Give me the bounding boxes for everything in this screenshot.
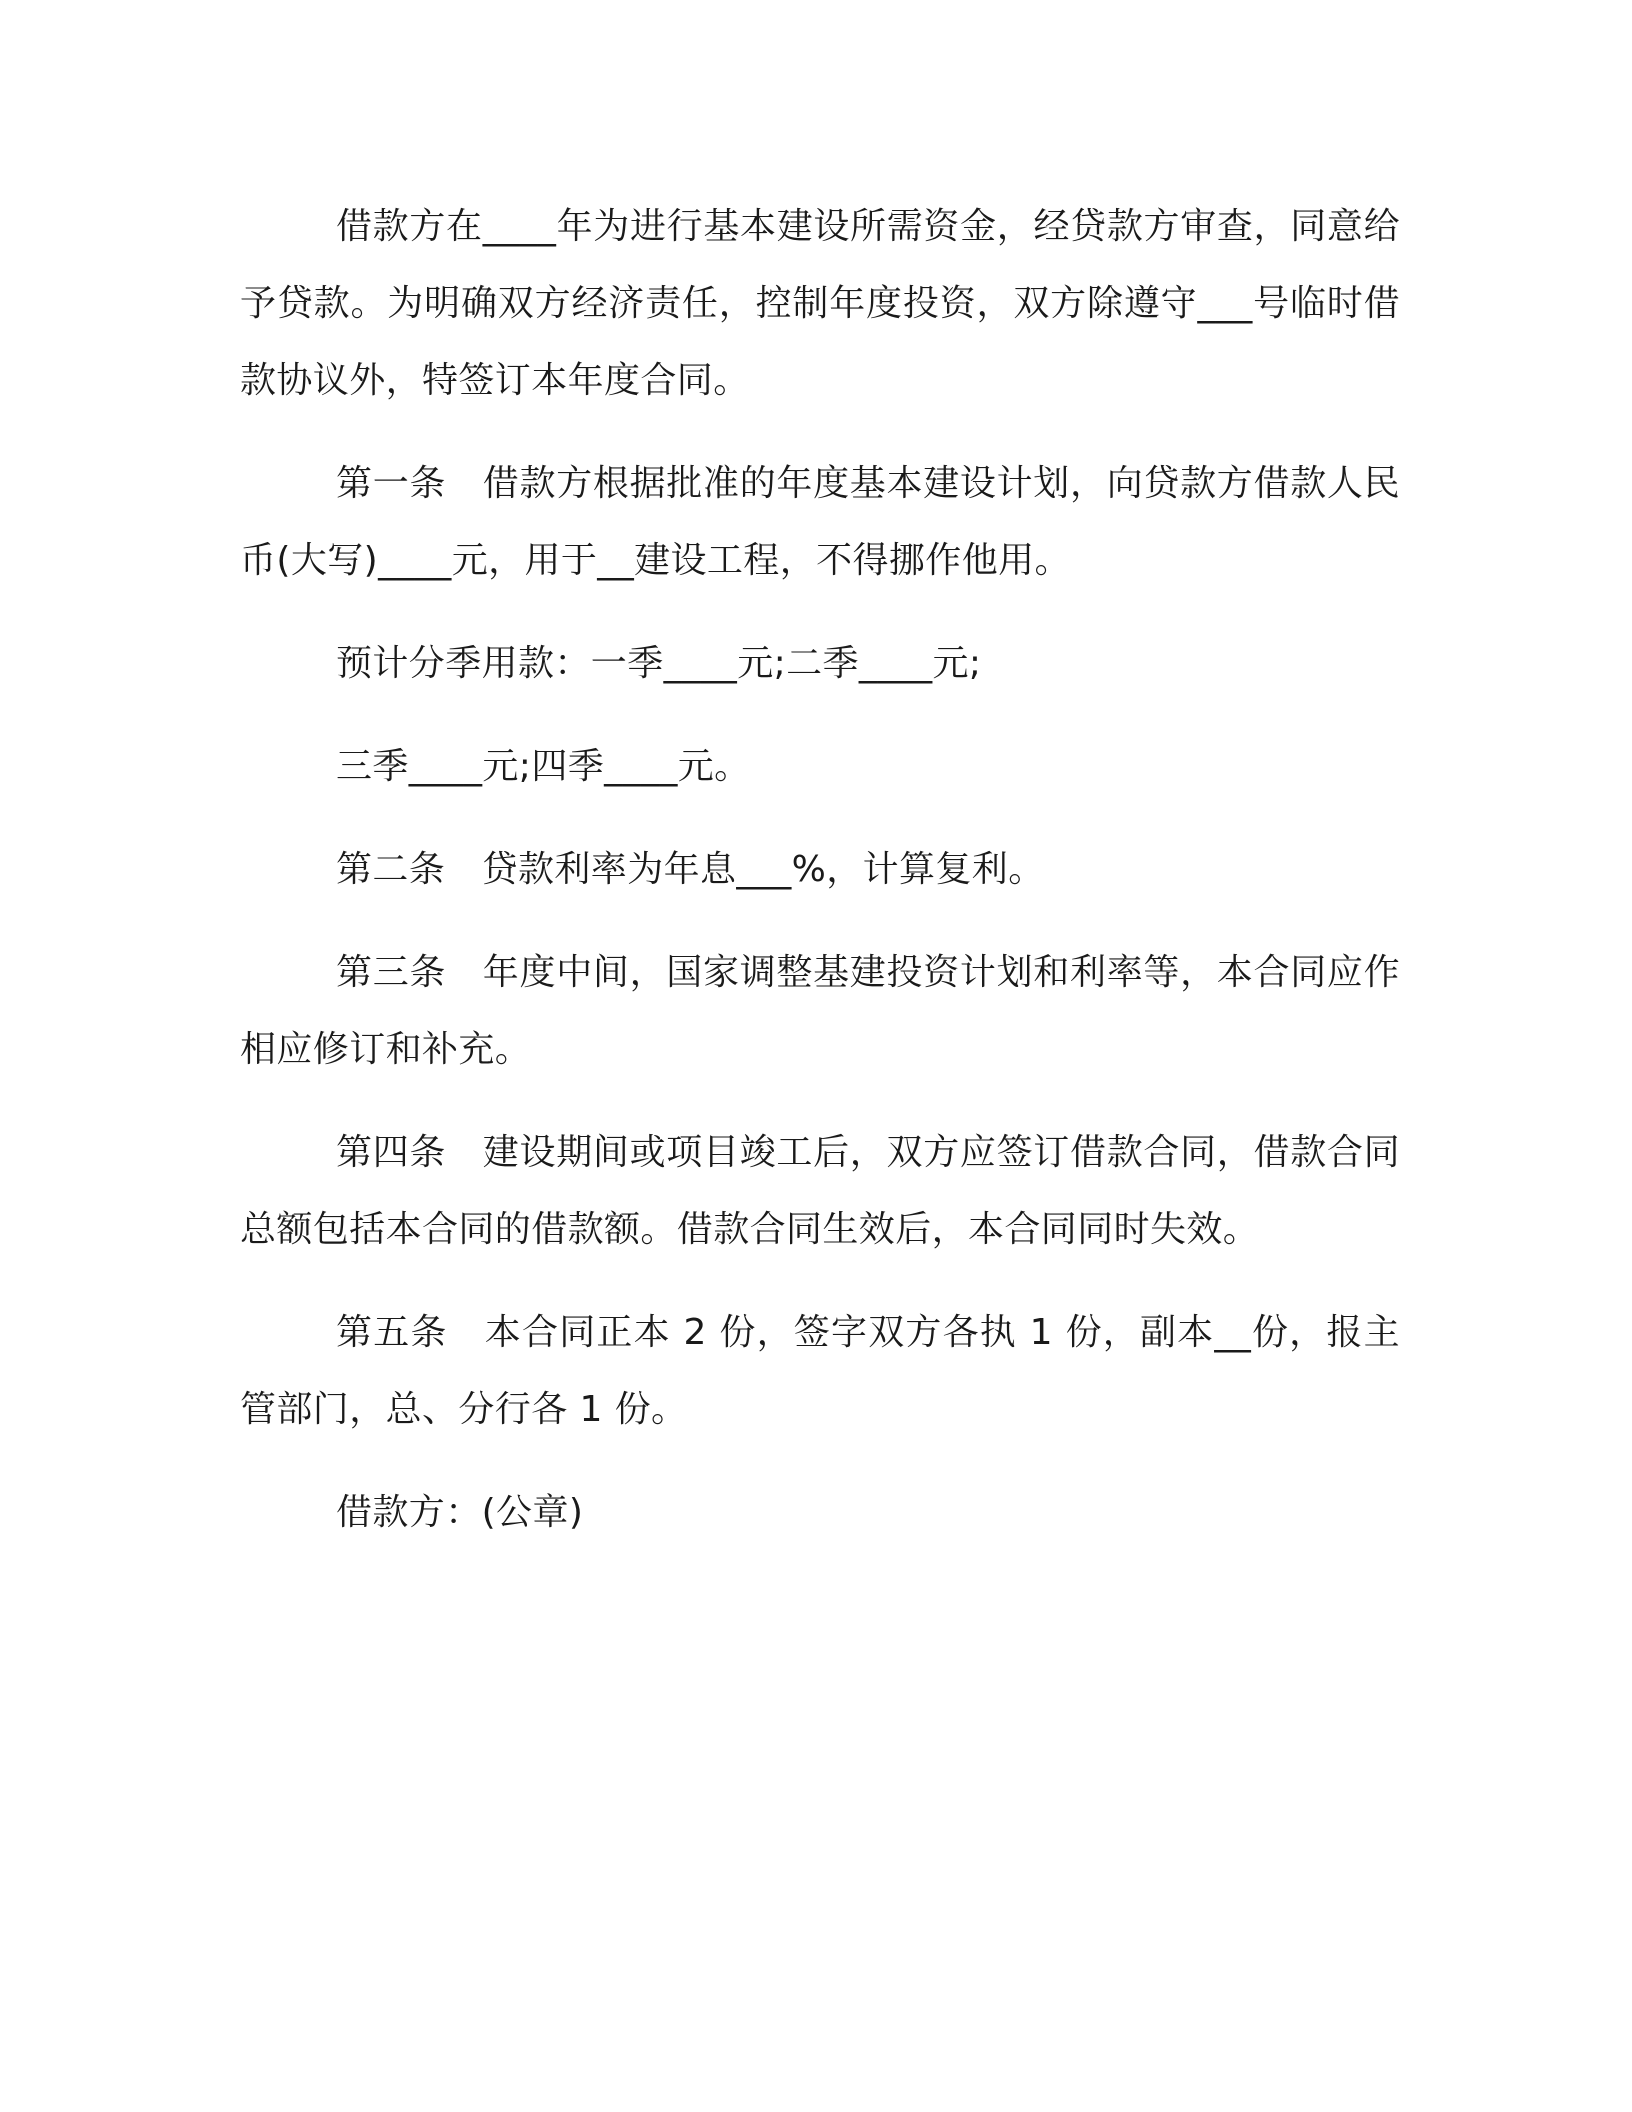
article-3-paragraph: 第三条 年度中间，国家调整基建投资计划和利率等，本合同应作相应修订和补充。 xyxy=(240,952,1400,1070)
article-2-paragraph: 第二条 贷款利率为年息___%，计算复利。 xyxy=(336,849,1045,890)
quarterly-usage-line-2: 三季____元;四季____元。 xyxy=(336,746,751,787)
intro-paragraph: 借款方在____年为进行基本建设所需资金，经贷款方审查，同意给予贷款。为明确双方经济责任，控制年度投资，双方除遵守___号临时借款协议外，特签订本年度合同。 xyxy=(240,206,1400,401)
article-1-paragraph: 第一条 借款方根据批准的年度基本建设计划，向贷款方借款人民币(大写)____元，用于__建设工程，不得挪作他用。 xyxy=(240,463,1400,581)
borrower-signature-line: 借款方：(公章) xyxy=(336,1492,584,1533)
quarterly-usage-line-1: 预计分季用款：一季____元;二季____元; xyxy=(336,643,982,684)
article-4-paragraph: 第四条 建设期间或项目竣工后，双方应签订借款合同，借款合同总额包括本合同的借款额。借款合同生效后，本合同同时失效。 xyxy=(240,1132,1400,1250)
article-5-paragraph: 第五条 本合同正本 2 份，签字双方各执 1 份，副本__份，报主管部门，总、分行各 1 份。 xyxy=(240,1312,1400,1430)
document-body xyxy=(240,188,1400,1577)
